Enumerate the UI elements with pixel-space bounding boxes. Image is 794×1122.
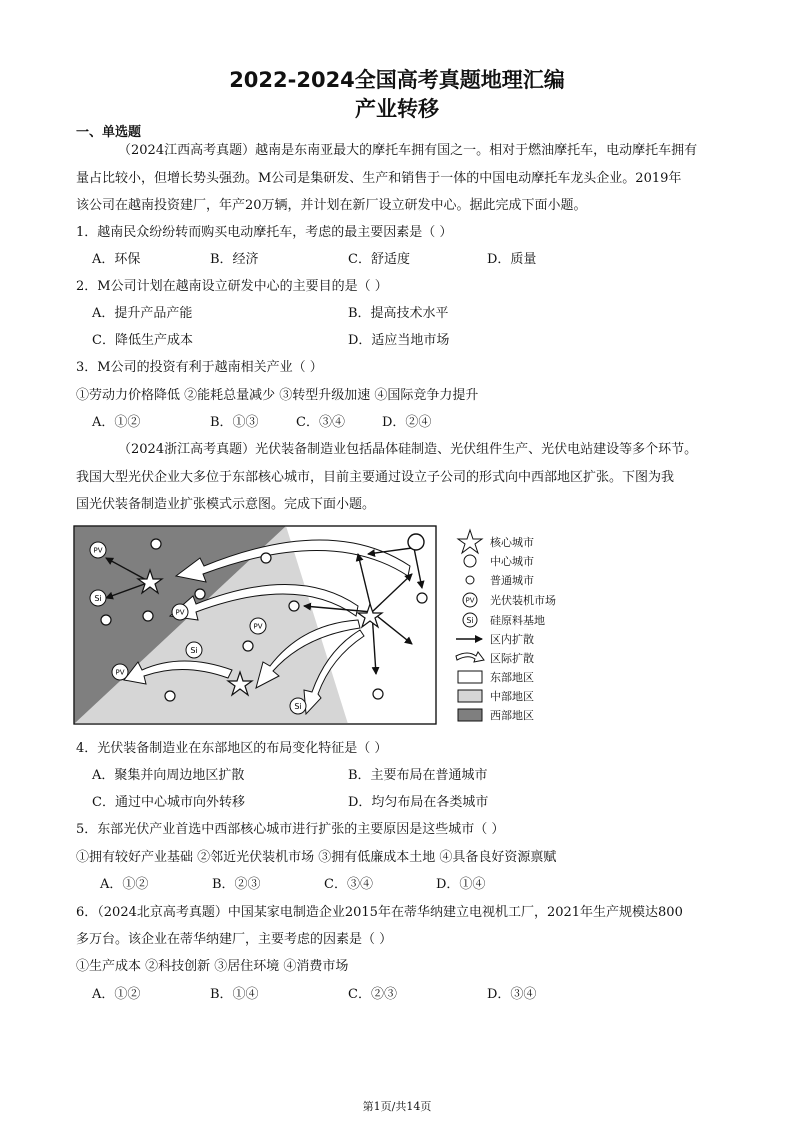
document-title: 2022-2024全国高考真题地理汇编 [229,68,565,92]
q3-option-c: C．③④ [296,415,345,430]
q4-stem: 4．光伏装备制造业在东部地区的布局变化特征是（ ） [76,741,388,756]
passage2-line2: 我国大型光伏企业大多位于东部核心城市，目前主要通过设立子公司的形式向中西部地区扩张。下图为我 [76,470,675,485]
q6-option-b: B．①④ [210,987,259,1002]
legend-east-swatch [458,671,482,683]
legend [456,530,556,722]
svg-text:PV: PV [175,608,185,617]
svg-text:Si: Si [466,616,474,625]
q4-option-b: B．主要布局在普通城市 [348,768,488,783]
q2-stem: 2．M公司计划在越南设立研发中心的主要目的是（ ） [76,279,388,294]
passage1-line3: 该公司在越南投资建厂，年产20万辆，并计划在新厂设立研发中心。据此完成下面小题。 [76,198,587,213]
svg-text:中心城市: 中心城市 [490,555,534,568]
q1-stem: 1．越南民众纷纷转而购买电动摩托车，考虑的最主要因素是（ ） [76,225,453,240]
central-city [408,534,424,550]
svg-text:核心城市: 核心城市 [490,536,534,549]
q5-option-a: A．①② [100,877,149,892]
svg-text:区内扩散: 区内扩散 [490,633,534,646]
q4-option-a: A．聚集并向周边地区扩散 [92,768,245,783]
q3-items: ①劳动力价格降低 ②能耗总量减少 ③转型升级加速 ④国际竞争力提升 [76,388,479,403]
expansion-diagram [72,524,692,734]
q1-option-b: B．经济 [210,252,259,267]
passage1-line2: 量占比较小，但增长势头强劲。M公司是集研发、生产和销售于一体的中国电动摩托车龙头企业。2019年 [76,171,682,186]
legend-central-city-icon [464,555,476,567]
svg-text:光伏装机市场: 光伏装机市场 [490,594,556,607]
q1-option-a: A．环保 [92,252,141,267]
svg-text:PV: PV [465,596,475,605]
q3-option-a: A．①② [92,415,141,430]
q5-stem: 5．东部光伏产业首选中西部核心城市进行扩张的主要原因是这些城市（ ） [76,822,505,837]
q6-option-c: C．②③ [348,987,397,1002]
svg-text:东部地区: 东部地区 [490,671,534,684]
q3-option-d: D．②④ [382,415,432,430]
q6-option-a: A．①② [92,987,141,1002]
legend-core-city-icon [458,530,482,553]
legend-central-swatch [458,690,482,702]
q3-option-b: B．①③ [210,415,259,430]
svg-text:区际扩散: 区际扩散 [490,652,534,665]
q2-option-b: B．提高技术水平 [348,306,449,321]
svg-text:Si: Si [94,594,102,603]
section-heading: 一、单选题 [76,125,142,140]
passage2-line3: 国光伏装备制造业扩张模式示意图。完成下面小题。 [76,497,376,512]
svg-text:PV: PV [253,622,263,631]
q6-option-d: D．③④ [487,987,537,1002]
q6-items: ①生产成本 ②科技创新 ③居住环境 ④消费市场 [76,959,349,974]
passage1-line1: （2024江西高考真题）越南是东南亚最大的摩托车拥有国之一。相对于燃油摩托车，电动摩托车拥有 [118,143,698,158]
svg-text:PV: PV [115,668,125,677]
svg-text:Si: Si [190,646,198,655]
svg-text:普通城市: 普通城市 [490,574,534,587]
q3-stem: 3．M公司的投资有利于越南相关产业（ ） [76,360,323,375]
q1-option-c: C．舒适度 [348,252,410,267]
svg-text:中部地区: 中部地区 [490,690,534,703]
q5-option-d: D．①④ [436,877,486,892]
q5-option-b: B．②③ [212,877,261,892]
document-subtitle: 产业转移 [355,97,439,121]
q4-option-c: C．通过中心城市向外转移 [92,795,245,810]
svg-text:硅原料基地: 硅原料基地 [490,614,545,627]
q4-option-d: D．均匀布局在各类城市 [348,795,489,810]
svg-text:西部地区: 西部地区 [490,709,534,722]
q2-option-a: A．提升产品产能 [92,306,193,321]
svg-text:PV: PV [93,546,103,555]
legend-west-swatch [458,709,482,721]
q2-option-c: C．降低生产成本 [92,333,193,348]
q6-line2: 多万台。该企业在蒂华纳建厂，主要考虑的因素是（ ） [76,932,393,947]
q5-option-c: C．③④ [324,877,373,892]
legend-ordinary-city-icon [466,576,474,584]
q5-items: ①拥有较好产业基础 ②邻近光伏装机市场 ③拥有低廉成本土地 ④具备良好资源禀赋 [76,850,557,865]
q1-option-d: D．质量 [487,252,537,267]
q2-option-d: D．适应当地市场 [348,333,450,348]
passage2-line1: （2024浙江高考真题）光伏装备制造业包括晶体硅制造、光伏组件生产、光伏电站建设等多个环节。 [118,442,698,457]
q6-line1: 6．（2024北京高考真题）中国某家电制造企业2015年在蒂华纳建立电视机工厂，2021年生产规模达800 [76,905,683,920]
page-number: 第1页/共14页 [362,1100,432,1113]
legend-inter-arrow-icon [456,652,484,662]
svg-text:Si: Si [294,702,302,711]
